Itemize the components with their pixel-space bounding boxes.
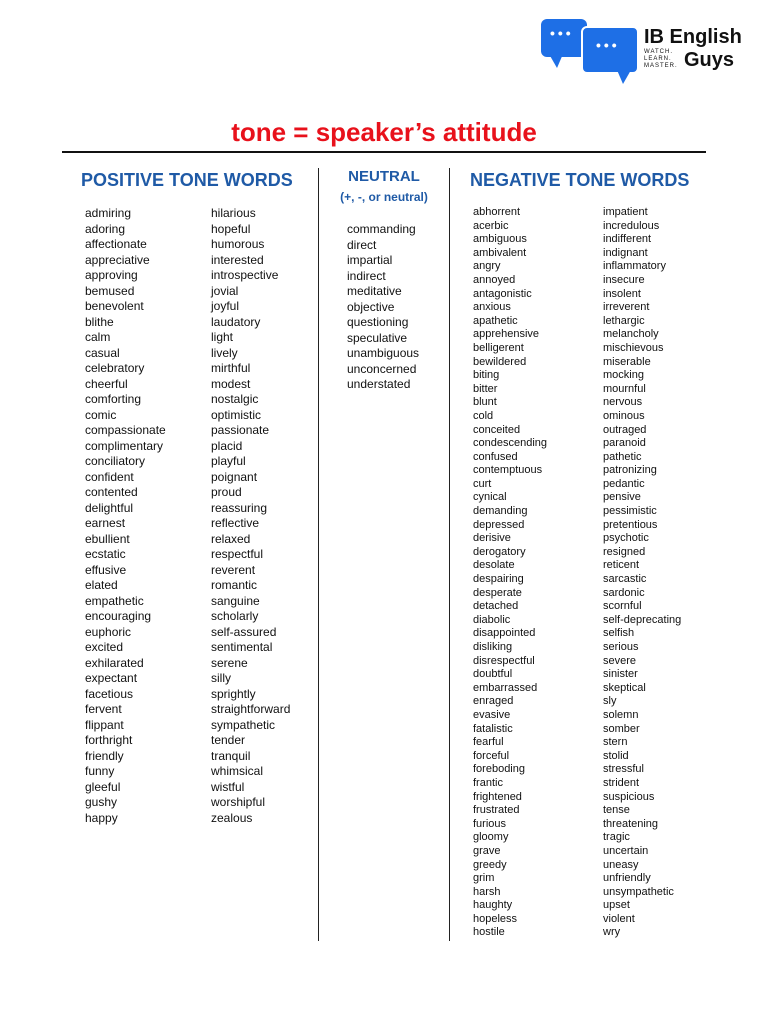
tone-word: exhilarated [85, 655, 144, 670]
tone-word: disrespectful [473, 654, 535, 667]
tone-word: violent [603, 912, 635, 925]
tone-word: ebullient [85, 531, 130, 546]
tone-word: lively [211, 345, 238, 360]
tone-word: demanding [473, 505, 528, 518]
tone-word: reassuring [211, 500, 268, 515]
tone-word: uncertain [603, 844, 649, 857]
tone-word: proud [211, 485, 242, 499]
tone-word: hopeless [473, 912, 518, 925]
tone-word: embarrassed [473, 681, 538, 694]
dots-icon: ••• [596, 37, 620, 53]
tone-word: derisive [473, 532, 511, 545]
tone-word: empathetic [85, 593, 144, 608]
tone-word: melancholy [603, 328, 659, 341]
tone-word: excited [85, 640, 124, 654]
tone-word: conciliatory [85, 454, 146, 468]
tone-word: biting [473, 369, 500, 382]
tone-word: despairing [473, 573, 524, 586]
tone-word: incredulous [603, 219, 660, 232]
tone-word: meditative [347, 284, 402, 298]
tone-word: blunt [473, 396, 497, 409]
logo-title: IB English [644, 26, 742, 48]
tone-word: grim [473, 872, 495, 885]
title-divider [62, 151, 706, 153]
tone-word: antagonistic [473, 287, 532, 300]
tone-word: frustrated [473, 804, 520, 817]
tone-word: romantic [211, 578, 258, 592]
tone-word: wry [603, 926, 621, 939]
tone-word: blithe [85, 314, 114, 329]
tone-word: wistful [211, 779, 245, 794]
tone-word: psychotic [603, 532, 649, 545]
tone-word: pretentious [603, 518, 658, 531]
tone-word: respectful [211, 547, 264, 561]
tone-word: stressful [603, 763, 644, 776]
tone-word: resigned [603, 545, 646, 558]
tone-word: joyful [211, 299, 240, 313]
column-divider-right [449, 168, 450, 941]
positive-heading: POSITIVE TONE WORDS [81, 170, 293, 190]
tone-word: interested [211, 252, 264, 267]
tone-word: desolate [473, 559, 515, 572]
tone-word: appreciative [85, 252, 150, 267]
tone-word: unconcerned [347, 361, 417, 376]
tone-word: nervous [603, 396, 643, 409]
tone-word: hopeful [211, 221, 251, 236]
tone-word: compassionate [85, 423, 166, 437]
column-divider-left [318, 168, 319, 941]
tone-word: introspective [211, 268, 279, 282]
tone-word: patronizing [603, 464, 657, 477]
tone-word: earnest [85, 516, 126, 530]
tone-word: bemused [85, 283, 135, 298]
tone-word: skeptical [603, 681, 646, 694]
tone-word: euphoric [85, 624, 132, 639]
tone-word: impartial [347, 253, 393, 267]
chat-bubble-tail [617, 70, 631, 84]
tone-word: disappointed [473, 627, 536, 640]
tone-word: frightened [473, 790, 522, 803]
tone-word: tragic [603, 831, 630, 844]
tone-word: upset [603, 899, 630, 912]
tone-word: ominous [603, 409, 645, 422]
tone-word: confident [85, 469, 134, 484]
logo [541, 16, 741, 90]
tone-word: paranoid [603, 437, 646, 450]
tone-word: sanguine [211, 593, 260, 608]
tone-word: doubtful [473, 668, 513, 681]
tone-word: strident [603, 776, 640, 789]
tone-word: haughty [473, 899, 513, 912]
tone-word: light [211, 330, 234, 344]
tone-word: desperate [473, 586, 522, 599]
negative-heading: NEGATIVE TONE WORDS [470, 170, 690, 190]
neutral-words-column [347, 222, 419, 393]
tone-word: angry [473, 260, 501, 273]
tone-word: serious [603, 641, 639, 653]
tone-word: elated [85, 578, 118, 592]
tone-word: modest [211, 376, 251, 391]
tone-word: evasive [473, 708, 511, 721]
neutral-subheading: (+, -, or neutral) [340, 190, 428, 204]
tone-word: frantic [473, 776, 503, 789]
chat-bubble-tail [549, 54, 563, 68]
tone-word: approving [85, 268, 138, 282]
tone-word: celebratory [85, 361, 145, 375]
page-title: tone = speaker’s attitude [231, 117, 537, 147]
tone-word: hostile [473, 926, 505, 939]
tone-word: flippant [85, 717, 124, 732]
tone-word: sardonic [603, 586, 645, 599]
tone-word: admiring [85, 206, 132, 220]
tone-word: indignant [603, 246, 648, 259]
tone-word: zealous [211, 810, 253, 825]
tone-word: cynical [473, 491, 507, 504]
tone-word: miserable [603, 355, 651, 368]
tone-word: conceited [473, 423, 521, 436]
tone-word: commanding [347, 222, 416, 236]
tone-word: encouraging [85, 609, 152, 623]
tone-word: solemn [603, 708, 639, 721]
tone-word: comforting [85, 392, 142, 406]
tone-word: stern [603, 736, 628, 749]
tone-word: stolid [603, 749, 629, 762]
tone-word: fervent [85, 702, 122, 716]
tone-word: sarcastic [603, 573, 647, 586]
tone-word: derogatory [473, 545, 526, 558]
tone-word: pathetic [603, 450, 642, 463]
tone-word: cheerful [85, 376, 128, 391]
tone-word: speculative [347, 330, 408, 345]
tone-word: objective [347, 299, 395, 314]
tone-word: reverent [211, 562, 256, 577]
tone-word: pessimistic [603, 505, 657, 518]
tone-word: foreboding [473, 763, 525, 776]
negative-words-column-1 [473, 206, 547, 940]
tone-word: contemptuous [473, 464, 543, 477]
tone-word: whimsical [211, 764, 264, 778]
tone-word: insolent [603, 287, 641, 300]
tone-word: bitter [473, 382, 498, 395]
tone-word: reflective [211, 516, 260, 530]
positive-words-column-2 [211, 206, 290, 826]
tone-word: anxious [473, 301, 511, 314]
tone-word: playful [211, 454, 246, 468]
tone-word: humorous [211, 237, 265, 251]
tone-word: inflammatory [603, 260, 666, 273]
tone-word: gleeful [85, 779, 121, 794]
tone-word: mournful [603, 382, 646, 395]
tone-word: direct [347, 237, 377, 252]
tone-word: affectionate [85, 237, 147, 251]
tone-word: relaxed [211, 531, 251, 546]
tone-word: harsh [473, 885, 501, 898]
tone-word: scholarly [211, 609, 259, 623]
tone-word: sly [603, 695, 617, 708]
tone-word: unambiguous [347, 346, 420, 360]
tone-word: pensive [603, 491, 641, 504]
tone-word: comic [85, 407, 117, 422]
tone-word: unfriendly [603, 872, 651, 885]
logo-guys: Guys [684, 49, 735, 71]
tone-word: forthright [85, 733, 133, 747]
tone-word: jovial [211, 283, 239, 298]
tone-word: depressed [473, 518, 525, 531]
tone-word: ecstatic [85, 547, 126, 561]
tone-word: apprehensive [473, 328, 540, 341]
tone-word: gushy [85, 795, 118, 809]
negative-words-column-2 [603, 206, 681, 940]
tone-word: suspicious [603, 790, 655, 803]
tone-word: optimistic [211, 407, 262, 422]
neutral-heading: NEUTRAL [348, 168, 420, 185]
tone-word: enraged [473, 695, 514, 708]
tone-word: cold [473, 409, 494, 422]
tone-word: furious [473, 817, 507, 830]
tone-word: uneasy [603, 858, 639, 871]
tone-word: forceful [473, 749, 510, 762]
tone-word: tense [603, 804, 630, 817]
tone-word: adoring [85, 221, 126, 236]
tone-word: expectant [85, 671, 138, 685]
tone-word: sympathetic [211, 717, 276, 732]
tone-word: questioning [347, 315, 409, 329]
tone-word: somber [603, 722, 640, 735]
tone-word: indifferent [603, 233, 652, 246]
tone-word: silly [211, 671, 231, 685]
tone-word: ambiguous [473, 233, 527, 246]
tone-word: severe [603, 654, 637, 667]
tone-word: delightful [85, 500, 134, 515]
tone-word: lethargic [603, 314, 645, 327]
tone-word: funny [85, 764, 115, 778]
tone-word: benevolent [85, 299, 144, 313]
tone-word: serene [211, 655, 248, 670]
tone-word: selfish [603, 627, 635, 640]
tone-word: passionate [211, 423, 270, 437]
tone-word: calm [85, 330, 111, 344]
tone-word: friendly [85, 748, 124, 763]
tone-word: disliking [473, 641, 513, 653]
tone-word: detached [473, 600, 519, 613]
tone-word: bewildered [473, 355, 527, 368]
tone-word: diabolic [473, 613, 511, 626]
tone-word: effusive [85, 562, 127, 577]
tone-word: hilarious [211, 206, 256, 220]
tone-word: tender [211, 733, 246, 747]
tone-word: contented [85, 485, 138, 499]
tone-word: sprightly [211, 686, 256, 701]
tone-word: self-assured [211, 624, 277, 639]
tone-word: sentimental [211, 640, 273, 654]
tone-word: unsympathetic [603, 885, 674, 898]
tone-word: mischievous [603, 341, 664, 354]
tone-word: understated [347, 377, 411, 391]
tone-word: tranquil [211, 748, 251, 763]
tone-word: laudatory [211, 314, 261, 329]
tone-word: acerbic [473, 219, 509, 232]
tone-word: fearful [473, 736, 504, 749]
tone-word: annoyed [473, 273, 516, 286]
tone-word: happy [85, 810, 118, 825]
tone-word: worshipful [211, 795, 266, 809]
tone-word: straightforward [211, 702, 291, 716]
tone-word: irreverent [603, 301, 650, 314]
tone-word: gloomy [473, 831, 509, 844]
tone-word: curt [473, 477, 492, 490]
tone-word: scornful [603, 600, 642, 613]
tone-word: insecure [603, 273, 645, 286]
tone-word: confused [473, 450, 518, 463]
tone-word: complimentary [85, 438, 164, 453]
tone-word: grave [473, 844, 501, 857]
tone-word: condescending [473, 437, 548, 450]
positive-words-column-1 [85, 206, 166, 826]
tone-word: abhorrent [473, 206, 521, 218]
tone-word: nostalgic [211, 392, 259, 406]
tone-word: impatient [603, 206, 648, 218]
tone-word: outraged [603, 423, 647, 436]
tone-word: greedy [473, 858, 507, 871]
tone-word: apathetic [473, 314, 518, 327]
tone-word: poignant [211, 469, 258, 484]
tone-word: mocking [603, 369, 644, 382]
tone-word: fatalistic [473, 722, 513, 735]
tone-word: casual [85, 345, 120, 360]
tone-word: placid [211, 438, 243, 453]
tone-word: reticent [603, 559, 640, 572]
tone-word: threatening [603, 817, 659, 830]
tone-word: pedantic [603, 477, 645, 490]
dots-icon: ••• [550, 25, 574, 41]
tone-word: belligerent [473, 341, 524, 354]
tone-word: self-deprecating [603, 613, 682, 626]
tone-word: indirect [347, 268, 386, 283]
tone-word: ambivalent [473, 246, 527, 259]
tone-word: mirthful [211, 361, 251, 375]
tone-word: sinister [603, 668, 638, 681]
tone-word: facetious [85, 686, 134, 701]
logo-subtitle: WATCH. LEARN. MASTER. [644, 49, 678, 69]
